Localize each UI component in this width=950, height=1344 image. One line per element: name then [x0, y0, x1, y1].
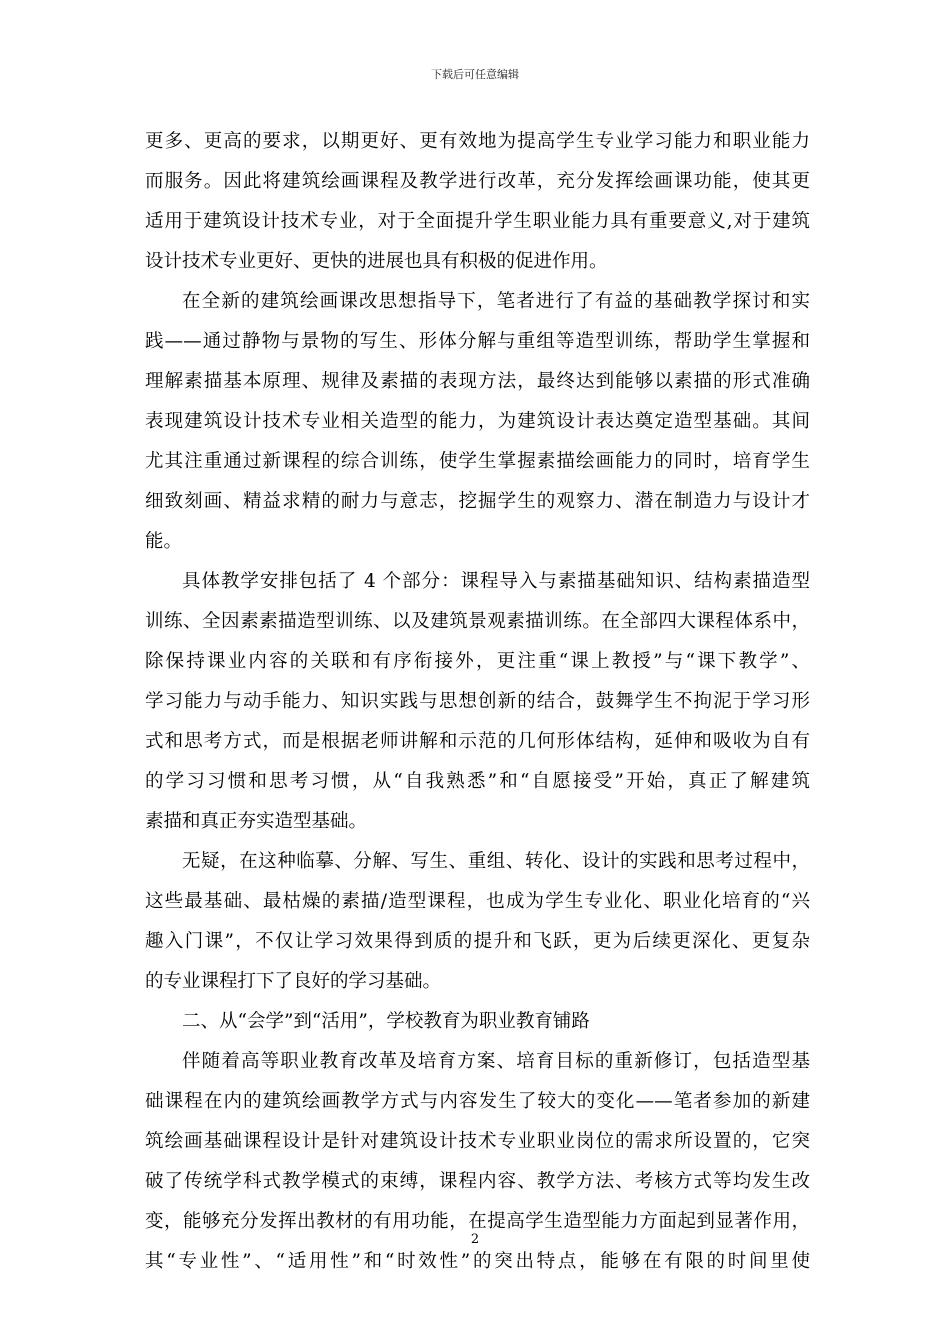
- text-line: 的学习习惯和思考习惯，从“自我熟悉”和“自愿接受”开始，真正了解建筑: [145, 771, 810, 792]
- text-line: 伴随着高等职业教育改革及培育方案、培育目标的重新修订，包括造型基: [182, 1051, 810, 1072]
- text-line: 除保持课业内容的关联和有序衔接外，更注重“课上教授”与“课下教学”、: [145, 651, 810, 672]
- text-line: 具体教学安排包括了 4 个部分：课程导入与素描基础知识、结构素描造型: [182, 571, 810, 592]
- text-line: 素描和真正夯实造型基础。: [145, 811, 368, 832]
- text-line: 设计技术专业更好、更快的进展也具有积极的促进作用。: [145, 251, 608, 272]
- paragraph: [145, 562, 810, 842]
- text-line: 适用于建筑设计技术专业，对于全面提升学生职业能力具有重要意义,对于建筑: [145, 211, 810, 232]
- page-number: 2: [470, 1232, 480, 1247]
- text-line: 二、从“会学”到“活用”，学校教育为职业教育铺路: [182, 1011, 590, 1032]
- text-line: 式和思考方式，而是根据老师讲解和示范的几何形体结构，延伸和吸收为自有: [145, 731, 810, 752]
- text-line: 理解素描基本原理、规律及素描的表现方法，最终达到能够以素描的形式准确: [145, 371, 810, 392]
- paragraph: [145, 122, 810, 282]
- body-text: [145, 122, 810, 1282]
- text-line: 细致刻画、精益求精的耐力与意志，挖掘学生的观察力、潜在制造力与设计才: [145, 491, 810, 512]
- text-line: 而服务。因此将建筑绘画课程及教学进行改革，充分发挥绘画课功能，使其更: [145, 171, 810, 192]
- text-line: 筑绘画基础课程设计是针对建筑设计技术专业职业岗位的需求所设置的，它突: [145, 1131, 810, 1152]
- text-line: 践——通过静物与景物的写生、形体分解与重组等造型训练，帮助学生掌握和: [145, 331, 810, 352]
- text-line: 础课程在内的建筑绘画教学方式与内容发生了较大的变化——笔者参加的新建: [145, 1091, 810, 1112]
- paragraph: [145, 1002, 810, 1042]
- text-line: 能。: [145, 531, 183, 552]
- text-line: 变，能够充分发挥出教材的有用功能，在提高学生造型能力方面起到显著作用，: [145, 1211, 810, 1232]
- page-header: 下载后可任意编辑: [431, 68, 519, 81]
- text-line: 在全新的建筑绘画课改思想指导下，笔者进行了有益的基础教学探讨和实: [182, 291, 810, 312]
- text-line: 更多、更高的要求，以期更好、更有效地为提高学生专业学习能力和职业能力: [145, 131, 810, 152]
- text-line: 表现建筑设计技术专业相关造型的能力，为建筑设计表达奠定造型基础。其间: [145, 411, 810, 432]
- text-line: 其“专业性”、“适用性”和“时效性”的突出特点，能够在有限的时间里使: [145, 1251, 810, 1272]
- text-line: 学习能力与动手能力、知识实践与思想创新的结合，鼓舞学生不拘泥于学习形: [145, 691, 810, 712]
- paragraph: [145, 282, 810, 562]
- text-line: 训练、全因素素描造型训练、以及建筑景观素描训练。在全部四大课程体系中，: [145, 611, 810, 632]
- text-line: 趣入门课”，不仅让学习效果得到质的提升和飞跃，更为后续更深化、更复杂: [145, 931, 810, 952]
- text-line: 破了传统学科式教学模式的束缚，课程内容、教学方法、考核方式等均发生改: [145, 1171, 810, 1192]
- text-line: 无疑，在这种临摹、分解、写生、重组、转化、设计的实践和思考过程中，: [182, 851, 810, 872]
- paragraph: [145, 842, 810, 1002]
- text-line: 这些最基础、最枯燥的素描/造型课程，也成为学生专业化、职业化培育的“兴: [145, 891, 810, 912]
- text-line: 的专业课程打下了良好的学习基础。: [145, 971, 442, 992]
- text-line: 尤其注重通过新课程的综合训练，使学生掌握素描绘画能力的同时，培育学生: [145, 451, 810, 472]
